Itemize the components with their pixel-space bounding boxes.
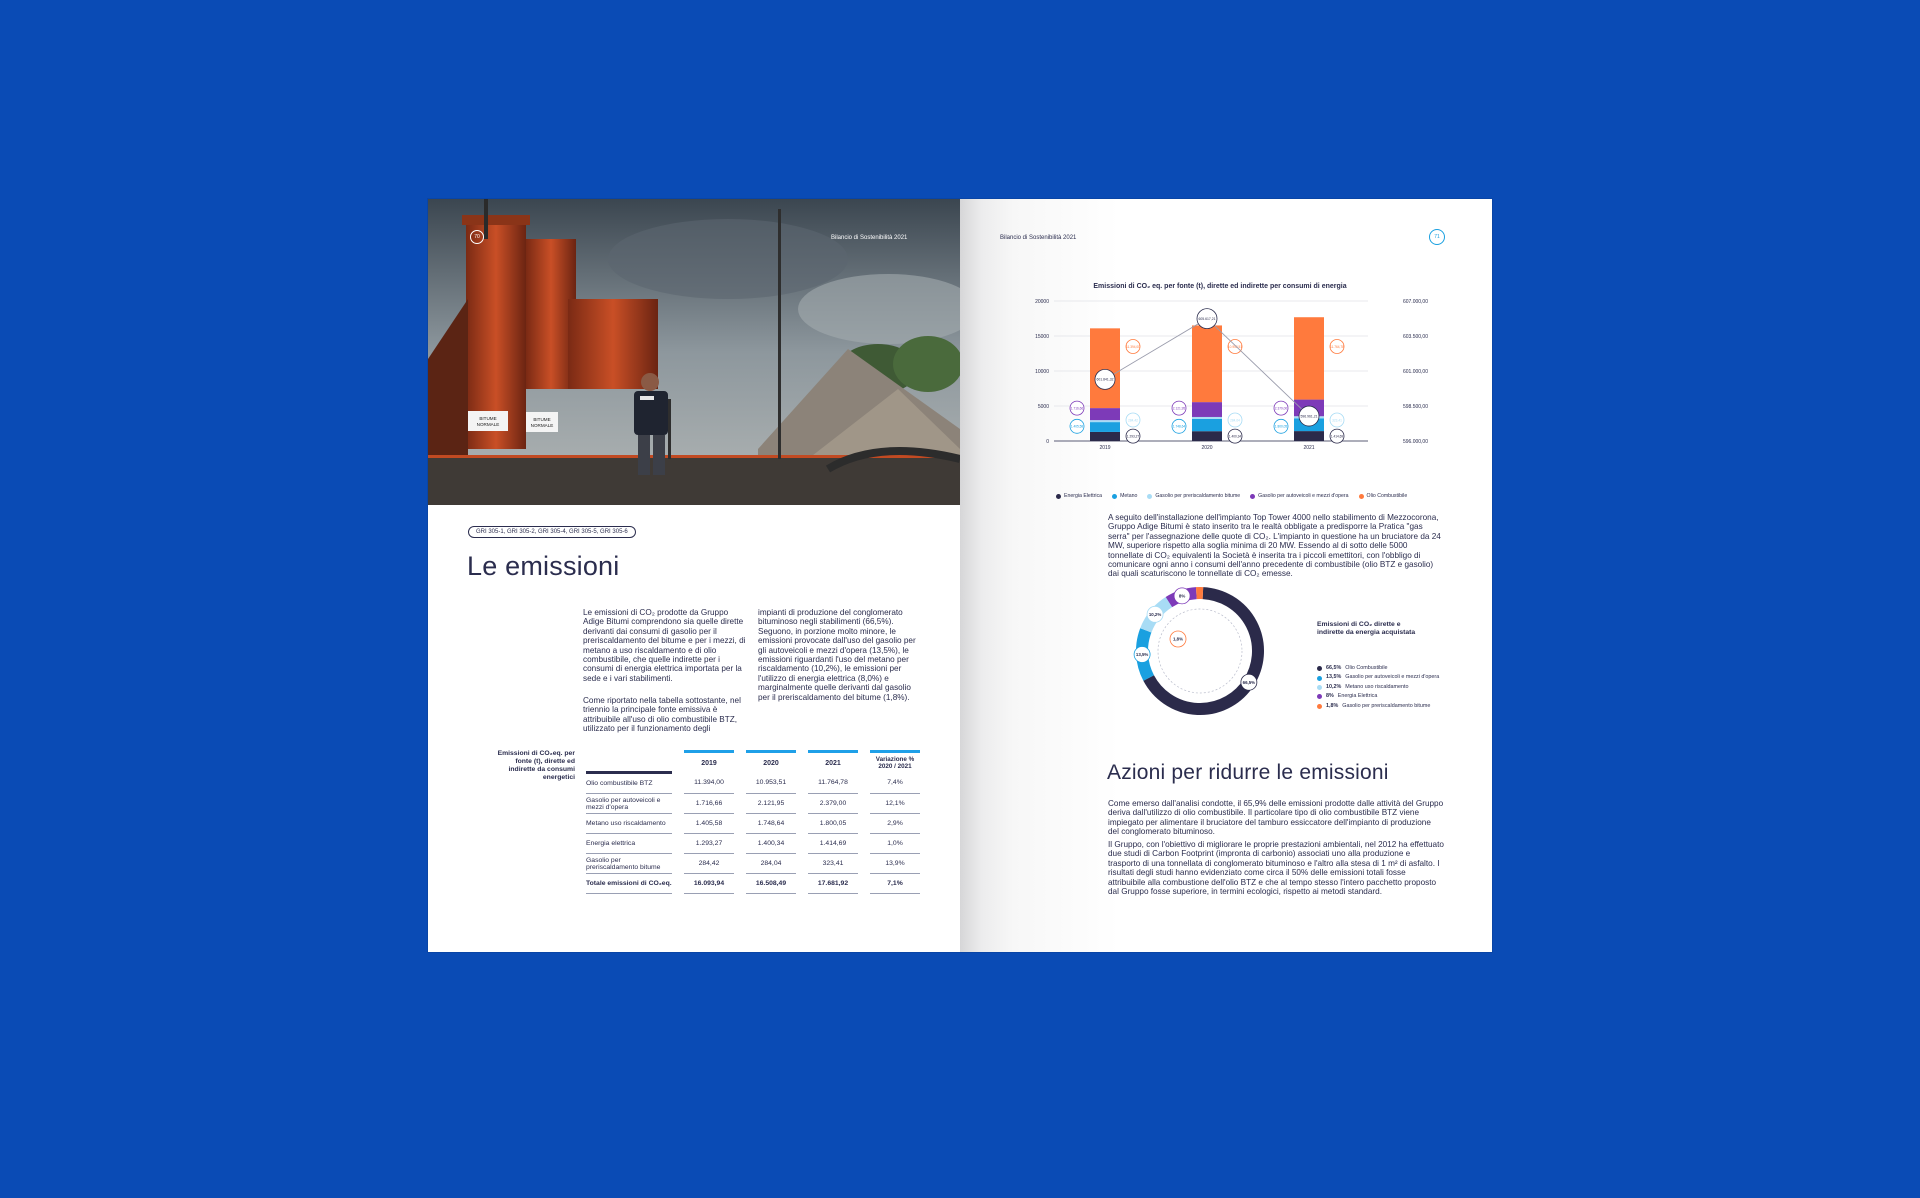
donut-legend-item [1317, 683, 1467, 692]
donut-title: Emissioni di CO₂ dirette e indirette da energia acquistata [1317, 621, 1416, 636]
bar-segment [1192, 431, 1222, 441]
legend-item [1056, 493, 1102, 499]
cell-2019: 16.093,94 [684, 874, 734, 894]
cell-2020: 10.953,51 [746, 771, 796, 794]
y2-tick-label: 603.500,00 [1402, 334, 1428, 340]
value-bubble-label: 11.394,00 [1126, 344, 1140, 349]
donut-legend-item [1317, 664, 1467, 673]
bitume-sign-1-text: BITUME NORMALE [476, 416, 500, 427]
cell-2020: 16.508,49 [746, 874, 796, 894]
table-row [586, 834, 920, 854]
legend-label: Gasolio per preriscaldamento bitume [1155, 493, 1241, 499]
intro-paragraph-3: impianti di produzione del conglomerato bituminoso negli stabilimenti (66,5%). Seguono, in porzione molto minore, le emissioni provocate dall'uso del gasolio per gli autoveicoli e mezzi d'opera (13,5%), le emissioni riguardanti l'uso del metano per riscaldamento (10,2%), le emissioni per l'utilizzo di energia elettrica (8,0%) e marginalmente quelle derivanti dal gasolio per il preriscaldamento del bitume (1,8%). [758, 608, 916, 702]
left-page-header: Bilancio di Sostenibilità 2021 [831, 235, 908, 241]
bar-segment [1090, 432, 1120, 441]
donut-value-label: 13,5% [1135, 652, 1149, 658]
value-bubble-label: 284,42 [1128, 418, 1138, 423]
table-header-2021: 2021 [808, 750, 858, 771]
right-page [960, 199, 1492, 952]
value-bubble-label: 323,41 [1332, 418, 1342, 423]
row-label: Olio combustibile BTZ [586, 771, 672, 794]
cell-2019: 11.394,00 [684, 771, 734, 794]
legend-swatch [1147, 494, 1152, 499]
value-bubble-label: 11.764,78 [1330, 344, 1344, 349]
legend-label: Olio Combustibile [1345, 665, 1388, 671]
table-row [586, 854, 920, 874]
bar-segment [1090, 420, 1120, 422]
y2-tick-label: 601.000,00 [1402, 369, 1428, 375]
legend-percent: 66,5% [1326, 665, 1342, 671]
row-label: Totale emissioni di CO₂eq. [586, 874, 672, 894]
table-caption: Emissioni di CO₂eq. per fonte (t), dirette ed indirette da consumi energetici [497, 750, 575, 781]
bar-segment [1294, 317, 1324, 399]
donut-inner-dashed-ring [1158, 609, 1242, 693]
legend-percent: 1,8% [1326, 702, 1339, 709]
legend-label: Olio Combustibile [1366, 493, 1408, 499]
right-page-number: 71 [1429, 229, 1445, 245]
line-bubble-label: 601.841,32 [1096, 377, 1114, 382]
value-bubble-label: 2.379,00 [1274, 406, 1288, 411]
cell-2020: 2.121,95 [746, 794, 796, 814]
table-row [586, 814, 920, 834]
gas-serra-paragraph: A seguito dell'installazione dell'impianto Top Tower 4000 nello stabilimento di Mezzocorona, Gruppo Adige Bitumi è stato inserito tra le realtà obbligate a predisporre la Pratica "gas serra" per l'assegnazione delle quote di CO₂. L'impianto in questione ha un bruciatore da 24 MW, superiore rispetto alla soglia minima di 20 MW. Essendo al di sotto delle 5000 tonnellate di CO₂ equivalenti la Società è inserita tra i piccoli emettitori, con l'obbligo di comunicare ogni anno i consumi dell'anno precedente di combustibile (olio BTZ e gasolio) dai quali scaturiscono le tonnellate di CO₂ emesse. [1108, 513, 1441, 579]
donut-value-label: 8% [1178, 593, 1186, 599]
cell-2021: 1.414,69 [808, 834, 858, 854]
intro-paragraph-1: Le emissioni di CO₂ prodotte da Gruppo Adige Bitumi comprendono sia quelle dirette derivanti dai consumi di gasolio per il preriscaldamento del bitume e per i mezzi, di metano a uso riscaldamento e di olio combustibile, che quelle indirette per i consumi di energia elettrica importata per la sede e i vari stabilimenti. [583, 608, 746, 683]
bitume-sign-2 [526, 412, 558, 432]
actions-paragraph-2: Il Gruppo, con l'obiettivo di migliorare le proprie prestazioni ambientali, nel 2012 ha effettuato due studi di Carbon Footprint (impronta di carbonio) associati uno alla produzione e trasporto di una tonnellata di conglomerato bituminoso e l'altro alla stesa di 1 m² di asfalto. I risultati degli studi hanno evidenziato come circa il 50% delle emissioni totali fosse attribuibile alla combustione dell'olio BTZ e che al tempo stesso l'intero pacchetto proposto dal Gruppo fosse superiore, in termini ecologici, rispetto ai metodi standard. [1108, 840, 1444, 897]
actions-paragraph-1: Come emerso dall'analisi condotte, il 65,9% delle emissioni prodotte dalle attività del Gruppo deriva dall'utilizzo di olio combustibile. Il particolare tipo di olio combustibile BTZ viene impiegato per alimentare il bruciatore del tamburo essiccatore dell'impianto di produzione del conglomerato bituminoso. [1108, 799, 1444, 837]
y2-tick-label: 596.000,00 [1402, 439, 1428, 445]
bar-segment [1090, 422, 1120, 432]
cell-variation: 1,0% [870, 834, 920, 854]
y2-tick-label: 598.500,00 [1402, 404, 1428, 410]
donut-legend-item [1317, 702, 1467, 711]
cell-2021: 2.379,00 [808, 794, 858, 814]
legend-item [1147, 493, 1240, 499]
left-page [428, 199, 960, 952]
emissions-table [574, 750, 932, 894]
legend-swatch [1317, 704, 1322, 709]
cell-variation: 12,1% [870, 794, 920, 814]
cell-variation: 2,9% [870, 814, 920, 834]
cell-2021: 11.764,78 [808, 771, 858, 794]
table-row [586, 771, 920, 794]
row-label: Gasolio per autoveicoli e mezzi d'opera [586, 794, 672, 814]
plant-photo [428, 199, 960, 505]
cell-2021: 323,41 [808, 854, 858, 874]
row-label: Gasolio per preriscaldamento bitume [586, 854, 672, 874]
bitume-sign-2-text: BITUME NORMALE [530, 417, 554, 428]
bar-segment [1192, 402, 1222, 417]
bar-segment [1090, 408, 1120, 420]
table-header-empty [586, 750, 672, 771]
line-bubble-label: 605.617,21 [1198, 316, 1216, 321]
bar-segment [1294, 431, 1324, 441]
bar-segment [1192, 419, 1222, 431]
value-bubble-label: 2.121,95 [1172, 406, 1186, 411]
legend-label: Gasolio per autoveicoli e mezzi d'opera [1345, 674, 1440, 681]
section-title: Le emissioni [467, 551, 620, 581]
y-tick-label: 0 [1046, 439, 1049, 445]
legend-swatch [1112, 494, 1117, 499]
row-label: Energia elettrica [586, 834, 672, 854]
legend-percent: 13,5% [1326, 674, 1342, 681]
bar-segment [1192, 325, 1222, 402]
cell-variation: 13,9% [870, 854, 920, 874]
legend-percent: 10,2% [1326, 683, 1342, 690]
legend-label: Metano [1120, 493, 1138, 499]
donut-value-label: 1,8% [1172, 636, 1184, 642]
legend-item [1359, 493, 1408, 499]
emissions-bar-chart [1020, 295, 1430, 455]
x-tick-label: 2020 [1201, 445, 1213, 451]
cell-2019: 284,42 [684, 854, 734, 874]
value-bubble-label: 1.293,27 [1126, 434, 1140, 439]
cell-2019: 1.716,66 [684, 794, 734, 814]
bar-chart-legend [1056, 493, 1476, 499]
legend-swatch [1359, 494, 1364, 499]
cell-2021: 17.681,92 [808, 874, 858, 894]
y2-tick-label: 607.000,00 [1402, 299, 1428, 305]
legend-swatch [1056, 494, 1061, 499]
legend-item [1112, 493, 1137, 499]
value-bubble-label: 1.748,64 [1172, 424, 1186, 429]
value-bubble-label: 1.414,69 [1330, 434, 1344, 439]
legend-percent: 8% [1326, 693, 1334, 700]
table-header-2019: 2019 [684, 750, 734, 771]
cell-variation: 7,4% [870, 771, 920, 794]
legend-label: Metano uso riscaldamento [1345, 683, 1409, 690]
cell-2020: 1.400,34 [746, 834, 796, 854]
y-tick-label: 20000 [1035, 299, 1049, 305]
emissions-donut-chart [1130, 581, 1270, 721]
cell-2019: 1.293,27 [684, 834, 734, 854]
y-tick-label: 15000 [1035, 334, 1049, 340]
x-tick-label: 2021 [1303, 445, 1315, 451]
legend-swatch [1317, 694, 1322, 699]
value-bubble-label: 1.800,05 [1274, 424, 1288, 429]
donut-legend [1317, 664, 1467, 711]
row-label: Metano uso riscaldamento [586, 814, 672, 834]
intro-paragraph-2: Come riportato nella tabella sottostante, nel triennio la principale fonte emissiva è attribuibile all'uso di olio combustibile BTZ, utilizzato per il funzionamento degli [583, 696, 741, 734]
line-bubble-label: 596.961,21 [1300, 414, 1318, 419]
table-total-row [586, 874, 920, 894]
value-bubble-label: 10.953,51 [1227, 344, 1243, 349]
donut-value-label: 10,2% [1148, 611, 1162, 617]
legend-label: Energia Elettrica [1337, 693, 1378, 700]
bar-chart-title: Emissioni di CO₂ eq. per fonte (t), dirette ed indirette per consumi di energia [1093, 283, 1347, 290]
cell-2019: 1.405,58 [684, 814, 734, 834]
value-bubble-label: 1.400,34 [1228, 434, 1242, 439]
bar-segment [1192, 417, 1222, 419]
legend-label: Energia Elettrica [1064, 493, 1103, 499]
value-bubble-label: 1.405,58 [1070, 424, 1084, 429]
value-bubble-label: 1.716,66 [1070, 406, 1084, 411]
cell-2020: 284,04 [746, 854, 796, 874]
cell-variation: 7,1% [870, 874, 920, 894]
y-tick-label: 5000 [1037, 404, 1049, 410]
legend-label: Gasolio per preriscaldamento bitume [1342, 702, 1431, 709]
actions-title: Azioni per ridurre le emissioni [1107, 761, 1389, 784]
bitume-sign-1 [468, 411, 508, 431]
gri-tags-badge: GRI 305-1, GRI 305-2, GRI 305-4, GRI 305-5, GRI 305-6 [468, 526, 636, 538]
legend-swatch [1317, 685, 1322, 690]
y-tick-label: 10000 [1035, 369, 1049, 375]
industrial-scene-illustration [428, 199, 960, 505]
legend-swatch [1250, 494, 1255, 499]
table-header-2020: 2020 [746, 750, 796, 771]
legend-item [1250, 493, 1348, 499]
table-header-variation: Variazione % 2020 / 2021 [870, 750, 920, 771]
magazine-spread [428, 199, 1492, 952]
cell-2021: 1.800,05 [808, 814, 858, 834]
x-tick-label: 2019 [1099, 445, 1111, 451]
legend-label: Gasolio per autoveicoli e mezzi d'opera [1258, 493, 1349, 499]
donut-legend-item [1317, 692, 1467, 701]
legend-swatch [1317, 676, 1322, 681]
donut-value-label: 66,5% [1242, 679, 1256, 685]
table-row [586, 794, 920, 814]
bar-segment [1090, 328, 1120, 408]
right-page-header: Bilancio di Sostenibilità 2021 [1000, 235, 1077, 241]
left-page-number: 70 [470, 230, 484, 244]
value-bubble-label: 284,04 [1230, 418, 1240, 423]
cell-2020: 1.748,64 [746, 814, 796, 834]
donut-legend-item [1317, 673, 1467, 682]
legend-swatch [1317, 666, 1322, 671]
